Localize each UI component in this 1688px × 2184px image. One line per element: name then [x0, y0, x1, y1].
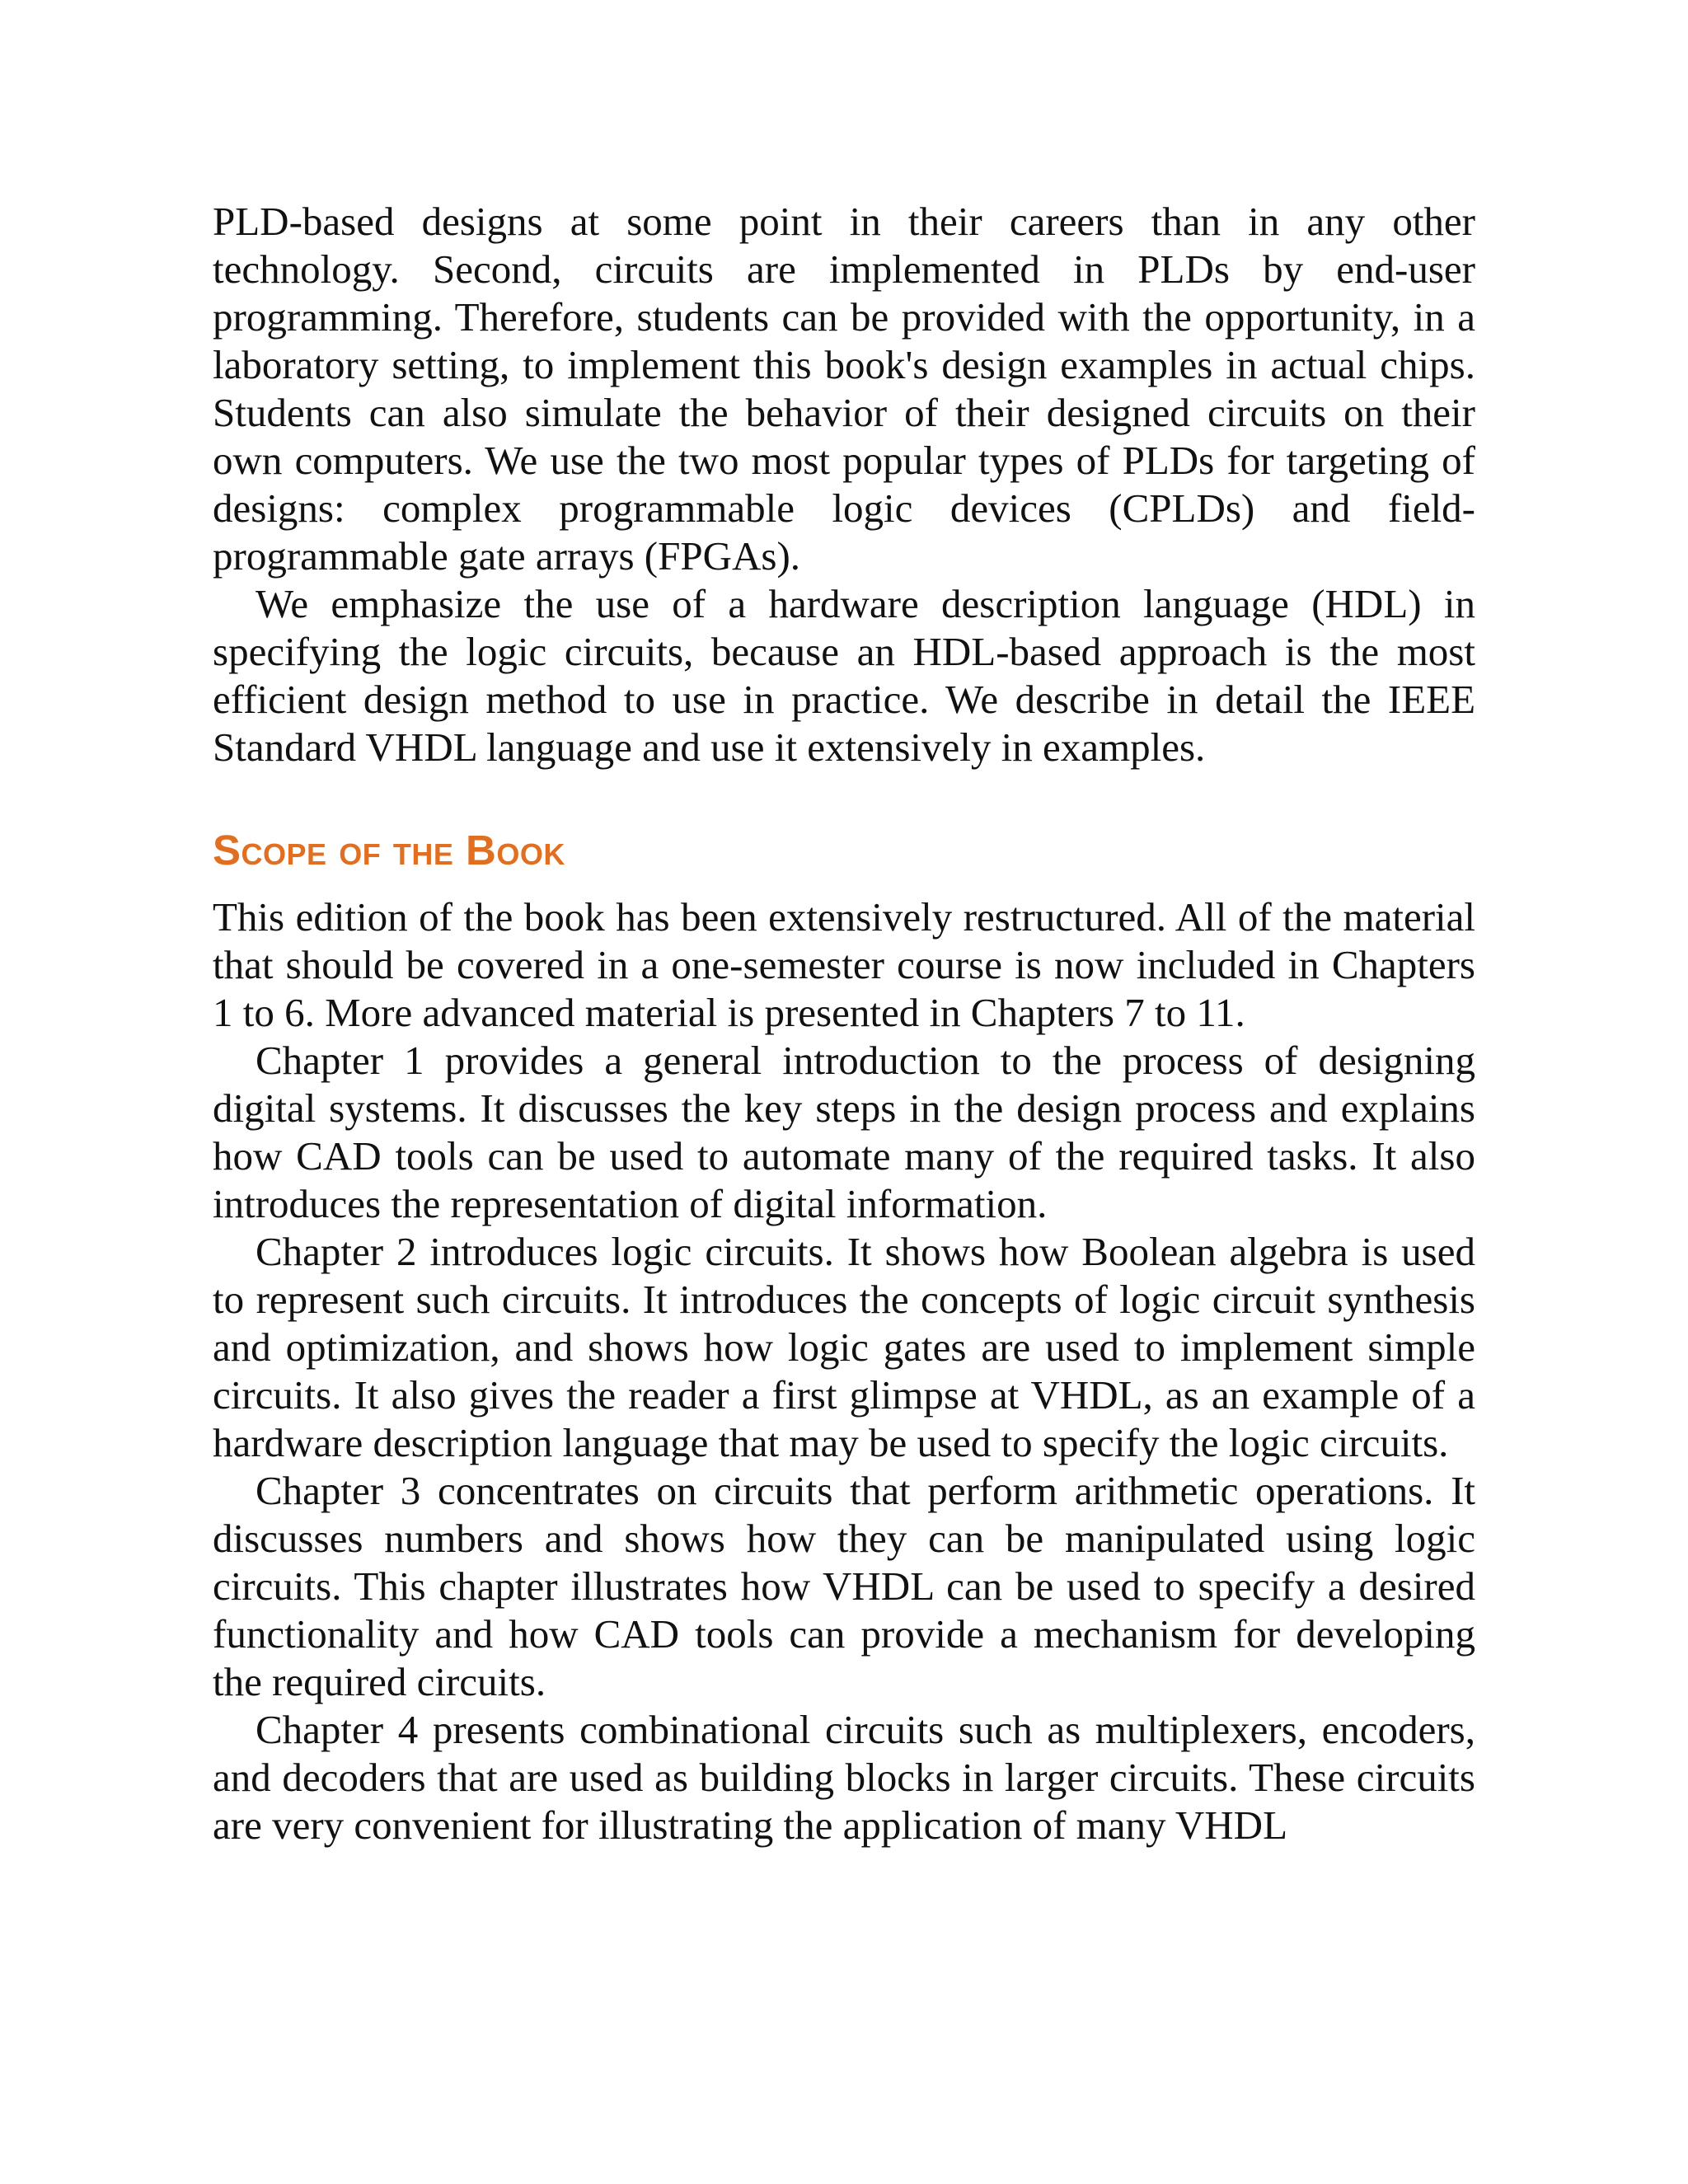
page-content: [213, 198, 1475, 1849]
paragraph-edition: This edition of the book has been extensively restructured. All of the material that should be covered in a one-semester course is now included in Chapters 1 to 6. More advanced material is presented in Chapters 7 to 11.: [213, 894, 1475, 1035]
paragraph-chapter-3: Chapter 3 concentrates on circuits that perform arithmetic operations. It discusses numbers and shows how they can be manipulated using logic circuits. This chapter illustrates how VHDL can be used to specify a desired functionality and how CAD tools can provide a mechanism for developing the required circuits.: [213, 1468, 1475, 1704]
paragraph-chapter-2: Chapter 2 introduces logic circuits. It shows how Boolean algebra is used to represent such circuits. It introduces the concepts of logic circuit synthesis and optimization, and shows how logic gates are used to implement simple circuits. It also gives the reader a first glimpse at VHDL, as an example of a hardware description language that may be used to specify the logic circuits.: [213, 1229, 1475, 1465]
paragraph-chapter-1: Chapter 1 provides a general introduction to the process of designing digital systems. It discusses the key steps in the design process and explains how CAD tools can be used to automate many of the required tasks. It also introduces the representation of digital information.: [213, 1038, 1475, 1226]
paragraph-pld-intro: PLD-based designs at some point in their careers than in any other technology. Second, circuits are implemented in PLDs by end-user programming. Therefore, students can be provided with the opportunity, in a laboratory setting, to implement this book's design examples in actual chips. Students can also simulate the behavior of their designed circuits on their own computers. We use the two most popular types of PLDs for targeting of designs: complex programmable logic devices (CPLDs) and field-programmable gate arrays (FPGAs).: [213, 199, 1475, 579]
paragraph-hdl-emphasis: We emphasize the use of a hardware description language (HDL) in specifying the logic circuits, because an HDL-based approach is the most efficient design method to use in practice. We describe in detail the IEEE Standard VHDL language and use it extensively in examples.: [213, 581, 1475, 770]
paragraph-chapter-4: Chapter 4 presents combinational circuits such as multiplexers, encoders, and decoders that are used as building blocks in larger circuits. These circuits are very convenient for illustrating the application of many VHDL: [213, 1707, 1475, 1848]
section-heading-scope: Scope of the Book: [213, 827, 565, 874]
